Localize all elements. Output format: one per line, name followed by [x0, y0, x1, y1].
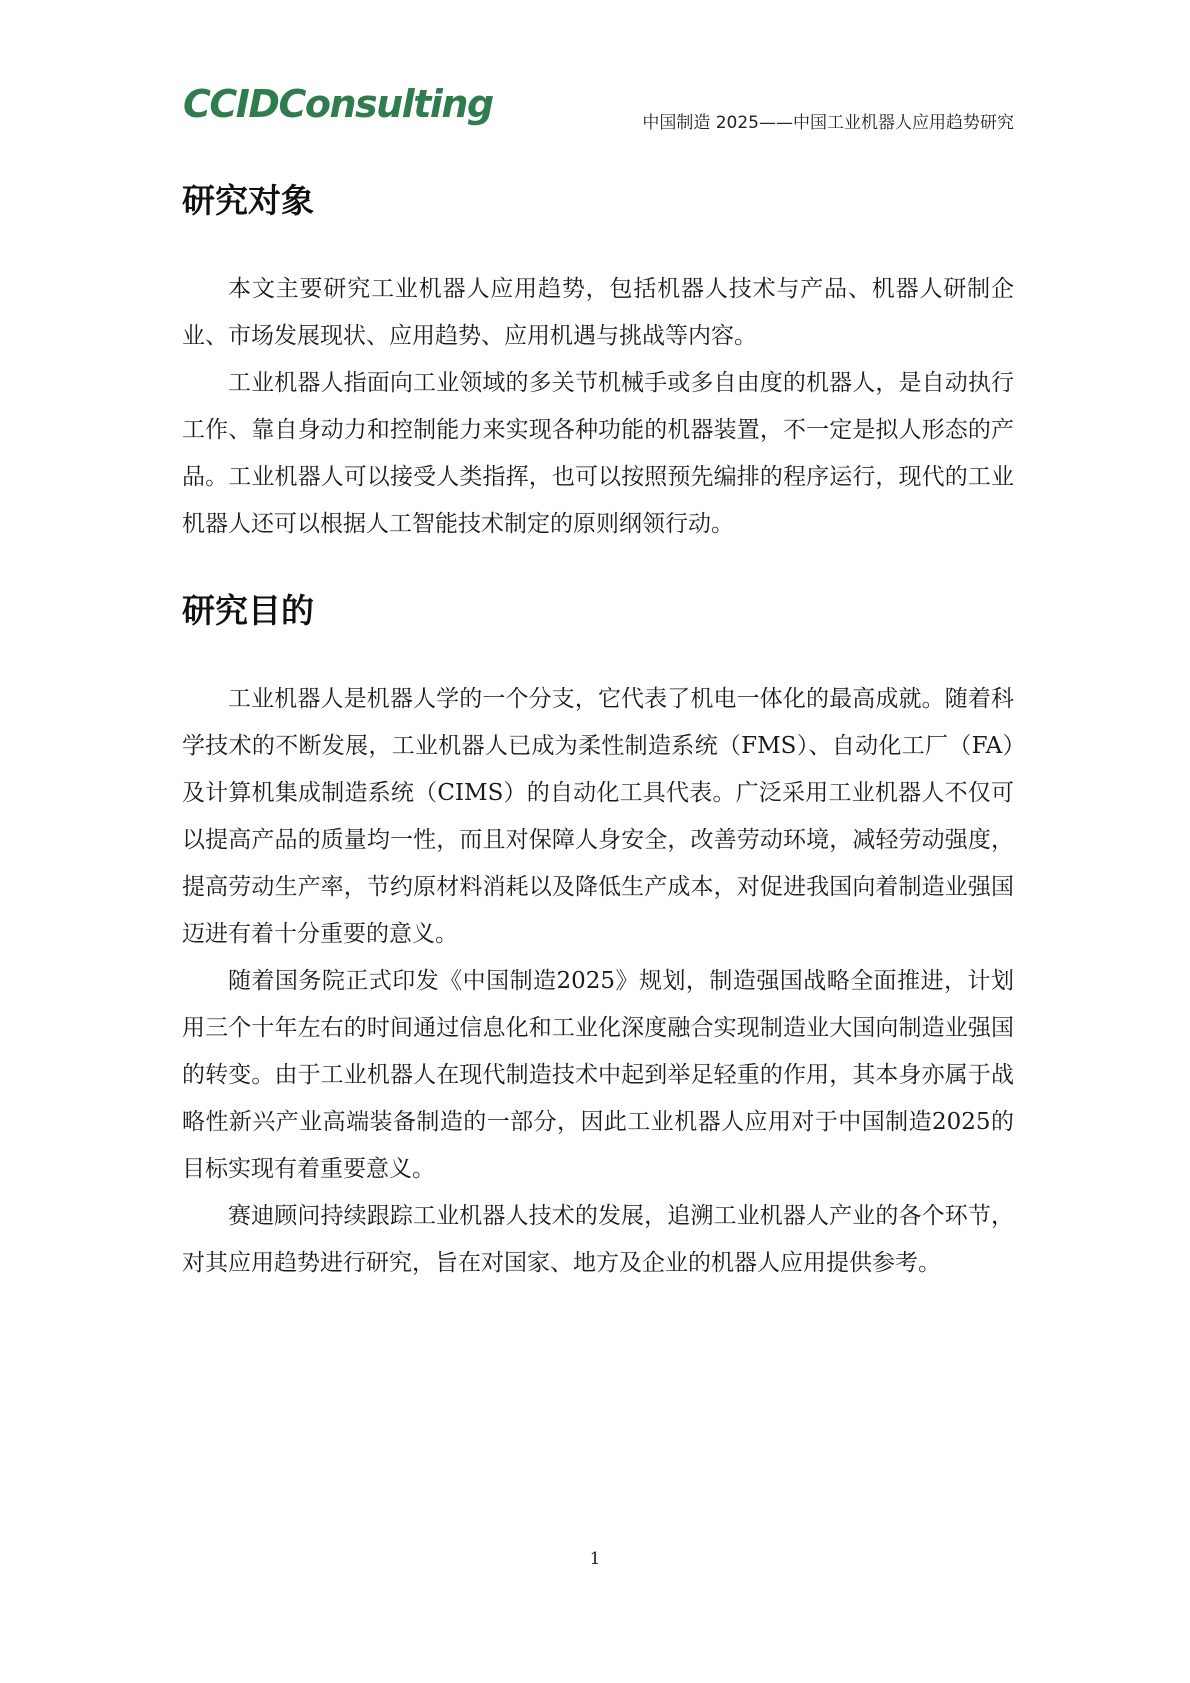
- paragraph: 本文主要研究工业机器人应用趋势，包括机器人技术与产品、机器人研制企业、市场发展现状、应用趋势、应用机遇与挑战等内容。: [182, 276, 1014, 349]
- paragraph: 随着国务院正式印发《中国制造2025》规划，制造强国战略全面推进，计划用三个十年左右的时间通过信息化和工业化深度融合实现制造业大国向制造业强国的转变。由于工业机器人在现代制造技术中起到举足轻重的作用，其本身亦属于战略性新兴产业高端装备制造的一部分，因此工业机器人应用对于中国制造2025的目标实现有着重要意义。: [182, 968, 1014, 1182]
- paragraph: 工业机器人是机器人学的一个分支，它代表了机电一体化的最高成就。随着科学技术的不断发展，工业机器人已成为柔性制造系统（FMS）、自动化工厂（FA）及计算机集成制造系统（CIMS）的自动化工具代表。广泛采用工业机器人不仅可以提高产品的质量均一性，而且对保障人身安全，改善劳动环境，减轻劳动强度，提高劳动生产率，节约原材料消耗以及降低生产成本，对促进我国向着制造业强国迈进有着十分重要的意义。: [182, 686, 1014, 947]
- section-heading-research-purpose: 研究目的: [182, 591, 314, 630]
- ccid-consulting-logo: CCIDConsulting: [183, 82, 493, 126]
- section-heading-research-object: 研究对象: [182, 181, 314, 220]
- paragraph: 工业机器人指面向工业领域的多关节机械手或多自由度的机器人，是自动执行工作、靠自身动力和控制能力来实现各种功能的机器装置，不一定是拟人形态的产品。工业机器人可以接受人类指挥，也可以按照预先编排的程序运行，现代的工业机器人还可以根据人工智能技术制定的原则纲领行动。: [182, 370, 1014, 537]
- report-header-title: 中国制造 2025——中国工业机器人应用趋势研究: [642, 113, 1014, 133]
- main-content: [182, 178, 1014, 1287]
- page-number: 1: [589, 1549, 601, 1569]
- paragraph: 赛迪顾问持续跟踪工业机器人技术的发展，追溯工业机器人产业的各个环节，对其应用趋势进行研究，旨在对国家、地方及企业的机器人应用提供参考。: [182, 1203, 1014, 1276]
